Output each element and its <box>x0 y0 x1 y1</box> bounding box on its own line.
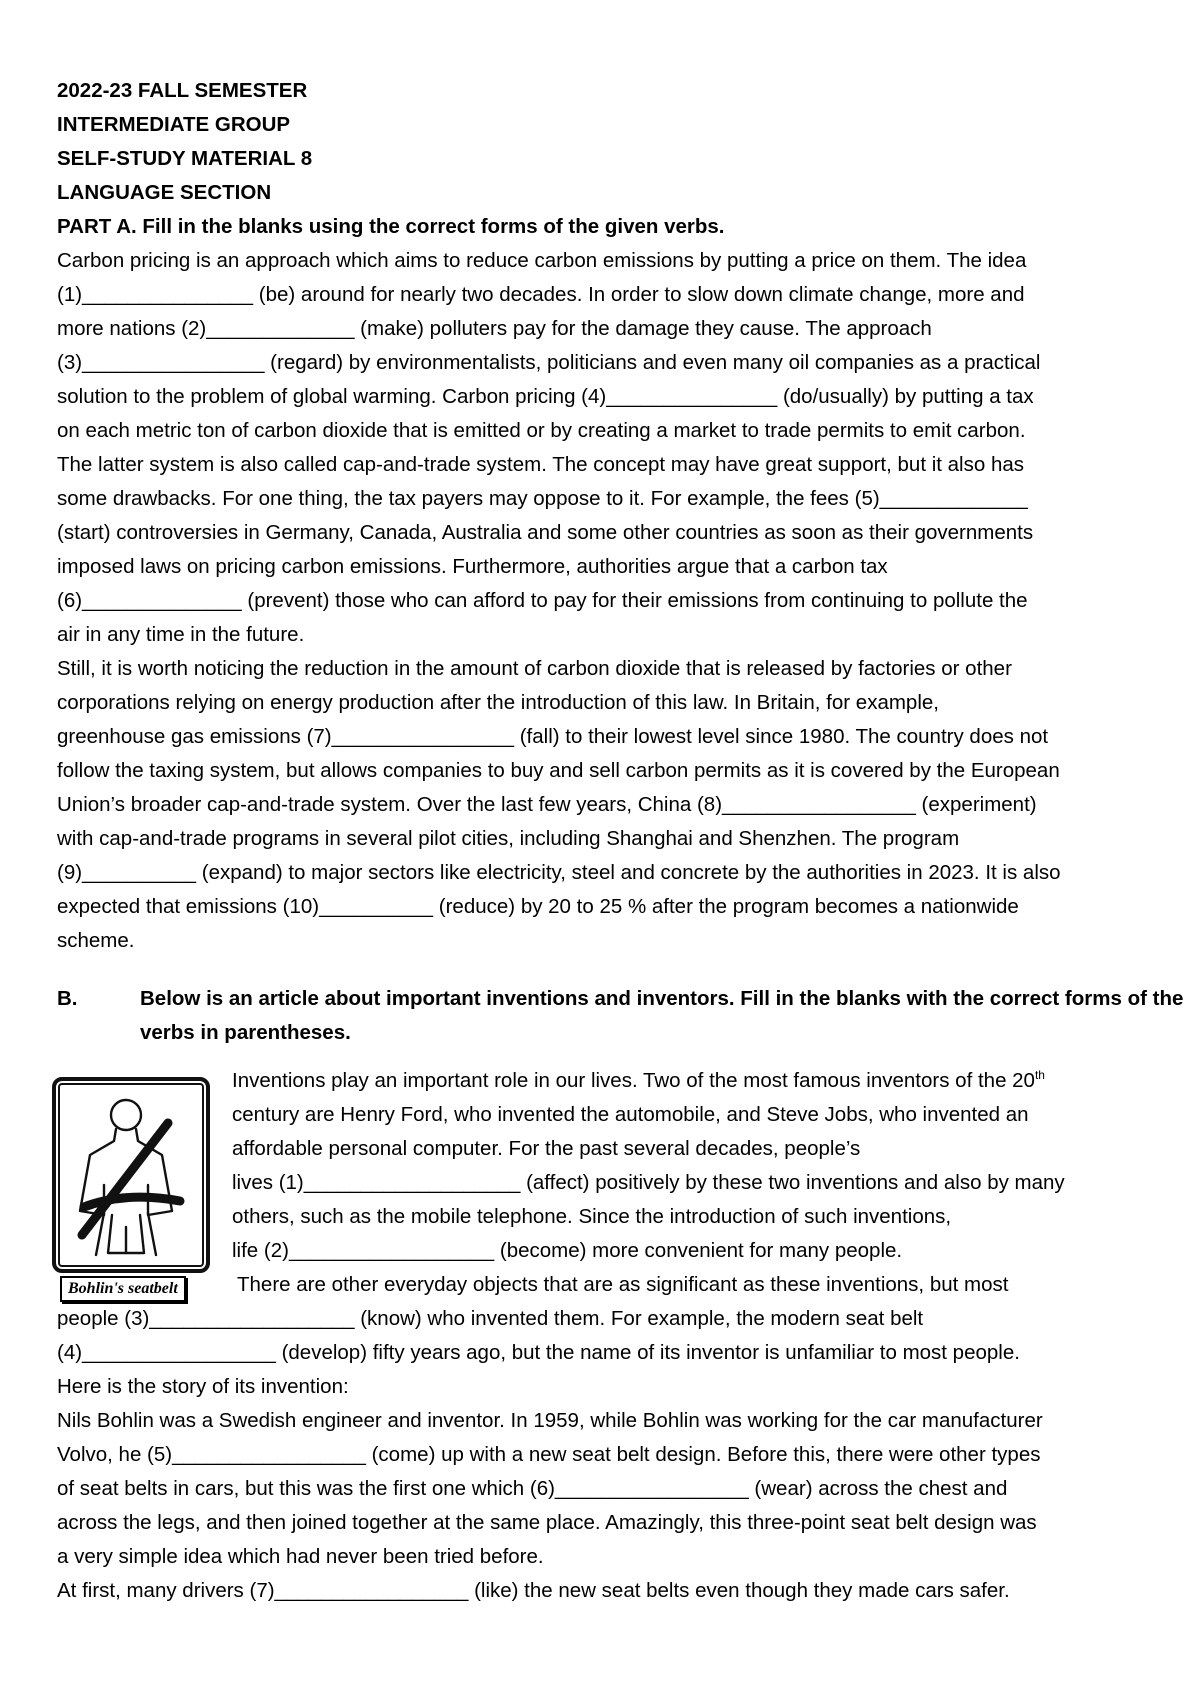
passage-line: people (3)__________________ (know) who invented them. For example, the modern seat belt <box>57 1307 924 1330</box>
semester-heading: 2022-23 FALL SEMESTER <box>57 79 308 102</box>
passage-line: solution to the problem of global warming. Carbon pricing (4)_______________ (do/usually) by putting a tax <box>57 385 1034 408</box>
group-heading: INTERMEDIATE GROUP <box>57 113 291 136</box>
passage-line: scheme. <box>57 929 135 952</box>
passage-line: more nations (2)_____________ (make) polluters pay for the damage they cause. The approach <box>57 317 932 340</box>
passage-line: At first, many drivers (7)_________________ (like) the new seat belts even though they made cars safer. <box>57 1579 1010 1602</box>
passage-line: of seat belts in cars, but this was the first one which (6)_________________ (wear) across the chest and <box>57 1477 1008 1500</box>
passage-line: Carbon pricing is an approach which aims to reduce carbon emissions by putting a price on them. The idea <box>57 249 1027 272</box>
passage-line: (3)________________ (regard) by environmentalists, politicians and even many oil companies as a practical <box>57 351 1041 374</box>
passage-line: There are other everyday objects that are as significant as these inventions, but most <box>237 1273 1009 1296</box>
seatbelt-person-icon <box>68 1093 194 1257</box>
passage-line: greenhouse gas emissions (7)________________ (fall) to their lowest level since 1980. The country does not <box>57 725 1049 748</box>
passage-line: affordable personal computer. For the past several decades, people’s <box>232 1137 861 1160</box>
passage-line: Volvo, he (5)_________________ (come) up with a new seat belt design. Before this, there were other types <box>57 1443 1041 1466</box>
part-a-instruction: PART A. Fill in the blanks using the correct forms of the given verbs. <box>57 215 725 238</box>
passage-line: on each metric ton of carbon dioxide that is emitted or by creating a market to trade permits to emit carbon. <box>57 419 1026 442</box>
passage-line: Nils Bohlin was a Swedish engineer and inventor. In 1959, while Bohlin was working for the car manufacturer <box>57 1409 1043 1432</box>
worksheet-page <box>57 74 1184 1608</box>
passage-line: follow the taxing system, but allows companies to buy and sell carbon permits as it is covered by the European <box>57 759 1060 782</box>
figure-caption: Bohlin's seatbelt <box>60 1276 186 1302</box>
passage-line: century are Henry Ford, who invented the automobile, and Steve Jobs, who invented an <box>232 1103 1029 1126</box>
passage-line: Here is the story of its invention: <box>57 1375 349 1398</box>
passage-line: with cap-and-trade programs in several pilot cities, including Shanghai and Shenzhen. The program <box>57 827 960 850</box>
part-b-title: Below is an article about important inventions and inventors. Fill in the blanks with the correct forms of the verbs in parentheses. <box>140 987 1184 1044</box>
passage-line: others, such as the mobile telephone. Since the introduction of such inventions, <box>232 1205 952 1228</box>
part-b-passage <box>57 1064 1157 1608</box>
passage-line: imposed laws on pricing carbon emissions. Furthermore, authorities argue that a carbon tax <box>57 555 888 578</box>
passage-line: a very simple idea which had never been tried before. <box>57 1545 544 1568</box>
passage-line: across the legs, and then joined together at the same place. Amazingly, this three-point seat belt design was <box>57 1511 1037 1534</box>
part-b-letter: B. <box>57 987 78 1010</box>
passage-line: Still, it is worth noticing the reduction in the amount of carbon dioxide that is released by factories or other <box>57 657 1012 680</box>
section-heading: LANGUAGE SECTION <box>57 181 272 204</box>
passage-line: lives (1)___________________ (affect) positively by these two inventions and also by many <box>232 1171 1065 1194</box>
part-b-instruction <box>57 982 1200 1050</box>
passage-line: life (2)__________________ (become) more convenient for many people. <box>232 1239 903 1262</box>
passage-line: corporations relying on energy production after the introduction of this law. In Britain, for example, <box>57 691 939 714</box>
passage-line: air in any time in the future. <box>57 623 305 646</box>
seatbelt-figure <box>52 1077 210 1273</box>
passage-line: expected that emissions (10)__________ (reduce) by 20 to 25 % after the program becomes a nationwide <box>57 895 1019 918</box>
passage-line: (4)_________________ (develop) fifty years ago, but the name of its inventor is unfamiliar to most people. <box>57 1341 1020 1364</box>
passage-line: Union’s broader cap-and-trade system. Over the last few years, China (8)_________________ (experiment) <box>57 793 1037 816</box>
ordinal-superscript: th <box>1034 1068 1045 1082</box>
passage-line: (9)__________ (expand) to major sectors like electricity, steel and concrete by the authorities in 2023. It is also <box>57 861 1061 884</box>
passage-line: some drawbacks. For one thing, the tax payers may oppose to it. For example, the fees (5)_____________ <box>57 487 1028 510</box>
part-a-passage <box>57 244 1157 958</box>
passage-line-text: Inventions play an important role in our lives. Two of the most famous inventors of the 20 <box>232 1069 1035 1092</box>
passage-line: (start) controversies in Germany, Canada, Australia and some other countries as soon as their governments <box>57 521 1034 544</box>
passage-line: (1)_______________ (be) around for nearly two decades. In order to slow down climate change, more and <box>57 283 1025 306</box>
passage-line <box>57 1064 1157 1098</box>
passage-line: (6)______________ (prevent) those who can afford to pay for their emissions from continuing to pollute the <box>57 589 1028 612</box>
material-heading: SELF-STUDY MATERIAL 8 <box>57 147 313 170</box>
passage-line: The latter system is also called cap-and-trade system. The concept may have great support, but it also has <box>57 453 1025 476</box>
